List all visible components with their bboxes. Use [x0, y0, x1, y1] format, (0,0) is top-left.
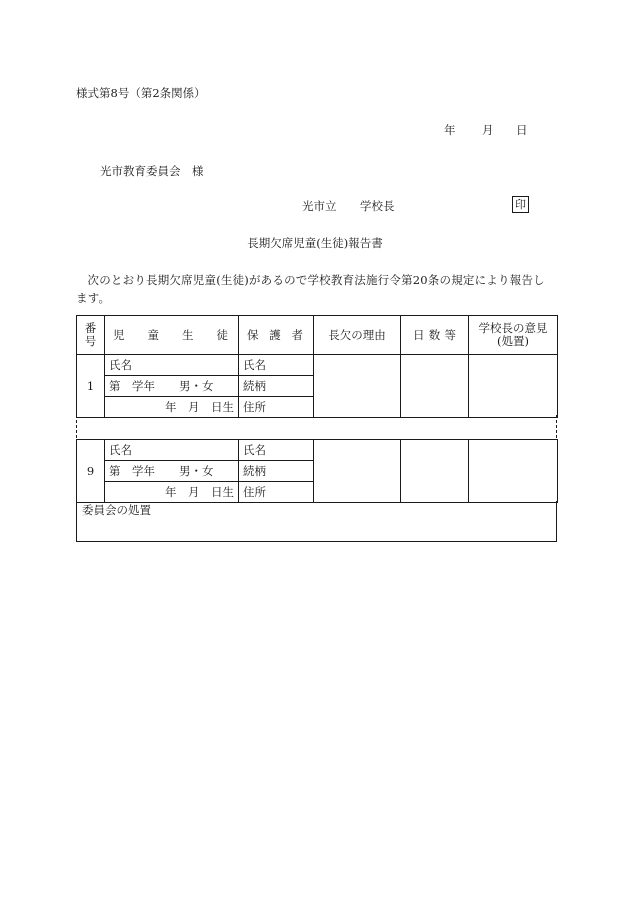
grade-gender-field[interactable]: 第 学年 男・女: [105, 461, 239, 482]
relation-field[interactable]: 続柄: [239, 461, 314, 482]
reason-field[interactable]: [314, 440, 401, 503]
report-table-header: [76, 315, 558, 355]
date-line: [444, 122, 528, 138]
committee-action-box[interactable]: [76, 501, 557, 542]
record-number: 9: [77, 440, 105, 503]
address-field[interactable]: 住所: [239, 482, 314, 503]
date-day-label: 日: [516, 123, 528, 137]
document-title: 長期欠席児童(生徒)報告書: [247, 236, 383, 250]
date-month-label: 月: [482, 123, 494, 137]
header-number: 番号: [77, 316, 105, 355]
record-row: [76, 354, 558, 418]
header-reason: 長欠の理由: [314, 316, 401, 355]
header-guardian: 保 護 者: [239, 316, 314, 355]
reason-field[interactable]: [314, 355, 401, 418]
header-student: 児 童 生 徒: [105, 316, 239, 355]
principal-line: [302, 198, 395, 214]
guardian-name-field[interactable]: 氏名: [239, 440, 314, 461]
days-field[interactable]: [401, 440, 469, 503]
principal-opinion-field[interactable]: [469, 355, 558, 418]
address-field[interactable]: 住所: [239, 397, 314, 418]
seal-stamp: 印: [512, 196, 529, 213]
form-code: 様式第8号（第2条関係）: [76, 86, 206, 100]
student-name-field[interactable]: 氏名: [105, 440, 239, 461]
birthdate-field[interactable]: 年 月 日生: [105, 482, 239, 503]
principal-opinion-field[interactable]: [469, 440, 558, 503]
addressee: 光市教育委員会 様: [100, 164, 204, 178]
header-principal-opinion: 学校長の意見 (処置): [469, 316, 558, 355]
header-days: 日 数 等: [401, 316, 469, 355]
guardian-name-field[interactable]: 氏名: [239, 355, 314, 376]
grade-gender-field[interactable]: 第 学年 男・女: [105, 376, 239, 397]
relation-field[interactable]: 続柄: [239, 376, 314, 397]
committee-action-label: 委員会の処置: [82, 503, 151, 517]
student-name-field[interactable]: 氏名: [105, 355, 239, 376]
days-field[interactable]: [401, 355, 469, 418]
principal-title: 学校長: [360, 199, 395, 213]
birthdate-field[interactable]: 年 月 日生: [105, 397, 239, 418]
date-year-label: 年: [444, 123, 456, 137]
record-row: [76, 439, 558, 503]
school-prefix: 光市立: [302, 199, 337, 213]
omitted-rows-gap: [76, 415, 557, 438]
intro-text: 次のとおり長期欠席児童(生徒)があるので学校教育法施行令第20条の規定により報告します。: [76, 273, 545, 305]
record-number: 1: [77, 355, 105, 418]
